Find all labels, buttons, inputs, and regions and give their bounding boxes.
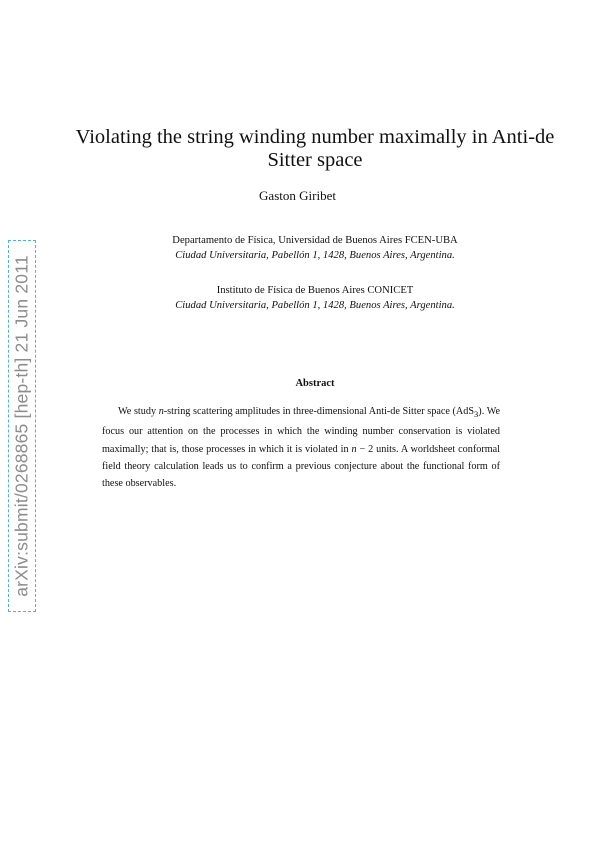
author-name: Gaston Giribet — [259, 188, 336, 203]
arxiv-stamp-box — [8, 240, 36, 612]
affiliation-1-address: Ciudad Universitaria, Pabellón 1, 1428, Buenos Aires, Argentina. — [175, 250, 455, 261]
title-line-1: Violating the string winding number maximally in Anti-de — [75, 126, 555, 148]
affiliation-1 — [60, 233, 570, 263]
affiliation-2-address: Ciudad Universitaria, Pabellón 1, 1428, Buenos Aires, Argentina. — [175, 300, 455, 311]
abstract-heading: Abstract — [295, 378, 335, 389]
abstract-text-2: -string scattering amplitudes in three-dimensional Anti-de Sitter space (AdS — [163, 406, 475, 417]
abstract-text-3: ). We focus our attention on the processes in which the winding number conservation is violated maximally; that is, those processes in which it is violated in — [102, 406, 501, 455]
paper-title — [60, 126, 570, 172]
affiliation-2-name: Instituto de Física de Buenos Aires CONICET — [216, 285, 414, 296]
abstract-var-n-2: n — [351, 443, 357, 455]
arxiv-stamp: arXiv:submit/0268865 [hep-th] 21 Jun 2011 — [11, 255, 32, 597]
abstract-subscript: 3 — [474, 409, 479, 420]
abstract-body — [102, 403, 500, 493]
abstract-var-n-1: n — [158, 406, 164, 417]
abstract-text-1: We study — [118, 406, 159, 417]
title-line-2: Sitter space — [267, 149, 363, 171]
abstract-text-4: − 2 units. A worldsheet conformal field theory calculation leads us to confirm a previous conjecture about the functional form of these observables. — [102, 443, 500, 490]
affiliation-1-name: Departamento de Física, Universidad de Buenos Aires FCEN-UBA — [172, 235, 458, 246]
affiliation-2 — [60, 283, 570, 313]
